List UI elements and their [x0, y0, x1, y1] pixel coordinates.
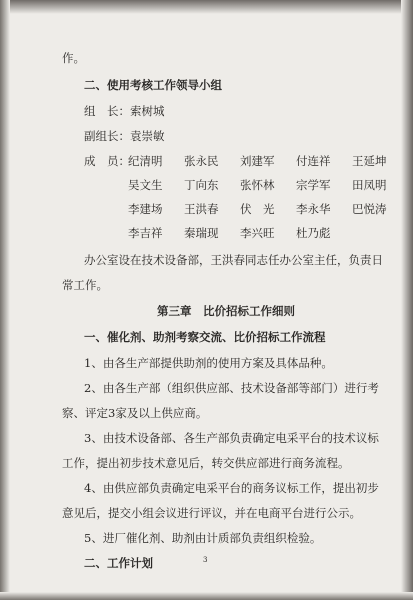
process-item-2-line-1: 2、由各生产部（组织供应部、技术设备部等部门）进行考: [84, 381, 379, 395]
process-item-4-line-1: 4、由供应部负责确定电采平台的商务议标工作，提出初步: [84, 481, 379, 495]
member-name: 宗学军: [296, 178, 331, 192]
office-paragraph-line-2: 常工作。: [62, 278, 108, 292]
scan-edge-left: [0, 0, 10, 600]
section-heading-leadership-group: 二、使用考核工作领导小组: [84, 78, 222, 92]
scan-edge-top: [0, 0, 413, 14]
member-name: 李兴旺: [240, 226, 275, 240]
deputy-leader-line: 副组长：袁崇敏: [84, 129, 165, 143]
member-name: 丁向东: [184, 178, 219, 192]
member-name: 吴文生: [128, 178, 163, 192]
member-name: 田凤明: [352, 178, 387, 192]
office-paragraph-line-1: 办公室设在技术设备部，王洪春同志任办公室主任，负责日: [84, 253, 383, 267]
member-name: 付连祥: [296, 154, 331, 168]
member-name: 张永民: [184, 154, 219, 168]
process-item-4-line-2: 意见后，提交小组会议进行评议，并在电商平台进行公示。: [62, 506, 361, 520]
process-item-3-line-2: 工作，提出初步技术意见后，转交供应部进行商务流程。: [62, 456, 350, 470]
leader-line: 组 长：索树城: [84, 104, 165, 118]
subsection-heading-process: 一、催化剂、助剂考察交流、比价招标工作流程: [84, 330, 326, 344]
page-number: 3: [203, 556, 208, 564]
members-label: 成 员：: [84, 154, 130, 168]
member-name: 秦瑞现: [184, 226, 219, 240]
scan-edge-right: [401, 0, 413, 600]
member-name: 巴悦涛: [352, 202, 387, 216]
member-name: 纪清明: [128, 154, 163, 168]
member-name: 伏 光: [240, 202, 275, 216]
member-name: 王洪春: [184, 202, 219, 216]
process-item-3-line-1: 3、由技术设备部、各生产部负责确定电采平台的技术议标: [84, 431, 379, 445]
member-name: 杜乃彪: [296, 226, 331, 240]
member-name: 刘建军: [240, 154, 275, 168]
chapter-heading: 第三章 比价招标工作细则: [157, 304, 295, 318]
member-name: 王延坤: [352, 154, 387, 168]
process-item-5: 5、进厂催化剂、助剂由计质部负责组织检验。: [84, 531, 322, 545]
text-line-continuation: 作。: [62, 51, 85, 65]
scan-edge-bottom: [0, 592, 413, 600]
member-name: 张怀林: [240, 178, 275, 192]
subsection-heading-work-plan: 二、工作计划: [84, 556, 153, 570]
member-name: 李永华: [296, 202, 331, 216]
process-item-2-line-2: 察、评定3家及以上供应商。: [62, 406, 208, 420]
process-item-1: 1、由各生产部提供助剂的使用方案及具体品种。: [84, 356, 333, 370]
member-name: 李吉祥: [128, 226, 163, 240]
member-name: 李建场: [128, 202, 163, 216]
